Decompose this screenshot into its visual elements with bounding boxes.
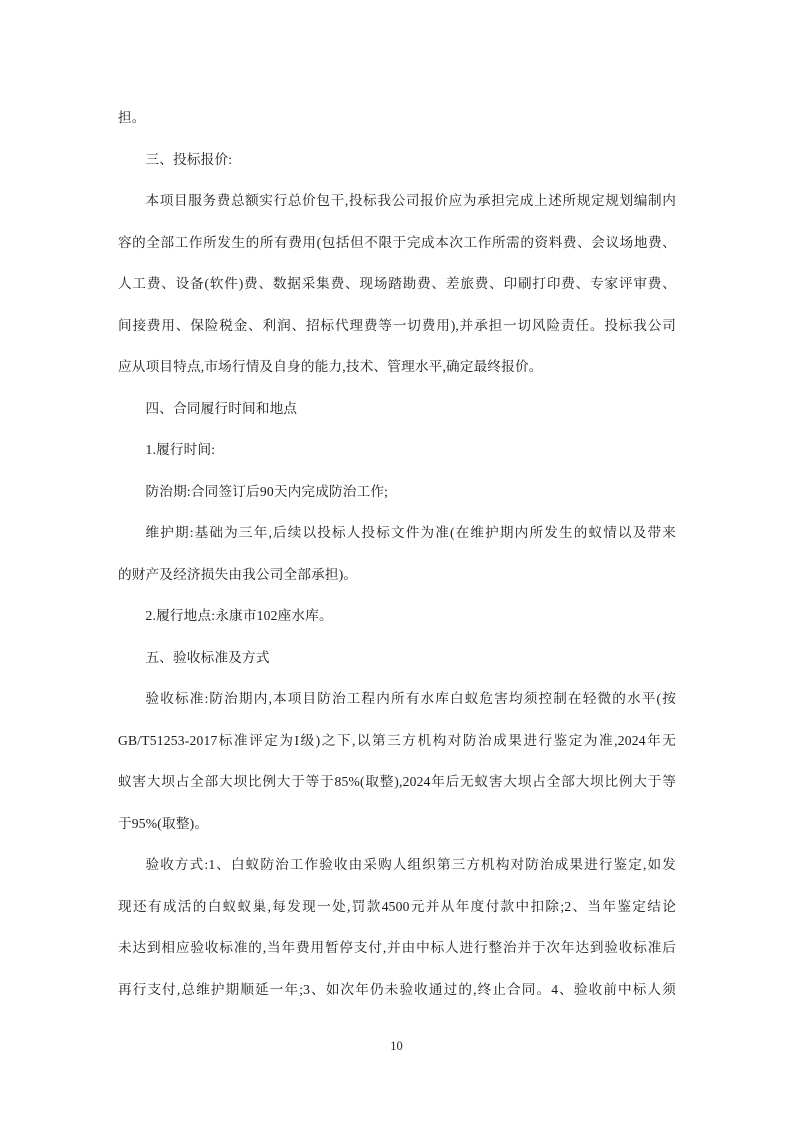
paragraph-10-line-3: 蚁害大坝占全部大坝比例大于等于85%(取整),2024年后无蚁害大坝占全部大坝比例大于等 — [118, 774, 676, 789]
paragraph-11-line-1: 验收方式:1、白蚁防治工作验收由采购人组织第三方机构对防治成果进行鉴定,如发 — [145, 857, 676, 872]
paragraph-10-line-1: 验收标准:防治期内,本项目防治工程内所有水库白蚁危害均须控制在轻微的水平(按 — [145, 691, 676, 706]
paragraph-3-line-5: 应从项目特点,市场行情及自身的能力,技术、管理水平,确定最终报价。 — [118, 359, 543, 374]
paragraph-11-line-4: 再行支付,总维护期顺延一年;3、如次年仍未验收通过的,终止合同。4、验收前中标人须 — [118, 981, 676, 997]
paragraph-10-line-4: 于95%(取整)。 — [118, 815, 209, 831]
paragraph-3-line-3: 人工费、设备(软件)费、数据采集费、现场踏勘费、差旅费、印刷打印费、专家评审费、 — [118, 276, 676, 291]
paragraph-9-line-1: 五、验收标准及方式 — [145, 649, 270, 665]
paragraph-4-line-1: 四、合同履行时间和地点 — [145, 400, 298, 416]
page-body — [118, 97, 676, 1010]
paragraph-7-line-1: 维护期:基础为三年,后续以投标人投标文件为准(在维护期内所发生的蚁情以及带来 — [145, 525, 676, 540]
paragraph-2-line-1: 三、投标报价: — [145, 151, 233, 167]
paragraph-11-line-3: 未达到相应验收标准的,当年费用暂停支付,并由中标人进行整治并于次年达到验收标准后 — [118, 940, 676, 955]
paragraph-5-line-1: 1.履行时间: — [145, 442, 216, 457]
paragraph-6-line-1: 防治期:合同签订后90天内完成防治工作; — [145, 483, 389, 499]
paragraph-8-line-1: 2.履行地点:永康市102座水库。 — [145, 608, 333, 623]
paragraph-11-line-2: 现还有成活的白蚁蚁巢,每发现一处,罚款4500元并从年度付款中扣除;2、当年鉴定结论 — [118, 898, 676, 914]
paragraph-7-line-2: 的财产及经济损失由我公司全部承担)。 — [118, 566, 358, 582]
paragraph-3-line-2: 容的全部工作所发生的所有费用(包括但不限于完成本次工作所需的资料费、会议场地费、 — [118, 234, 676, 250]
paragraph-3-line-1: 本项目服务费总额实行总价包干,投标我公司报价应为承担完成上述所规定规划编制内 — [145, 193, 676, 208]
paragraph-3-line-4: 间接费用、保险税金、利润、招标代理费等一切费用),并承担一切风险责任。投标我公司 — [118, 317, 676, 333]
paragraph-1-line-1: 担。 — [118, 110, 146, 125]
paragraph-10-line-2: GB/T51253-2017标准评定为I级)之下,以第三方机构对防治成果进行鉴定为准,2024年无 — [118, 732, 676, 748]
page-number: 10 — [390, 1039, 403, 1053]
